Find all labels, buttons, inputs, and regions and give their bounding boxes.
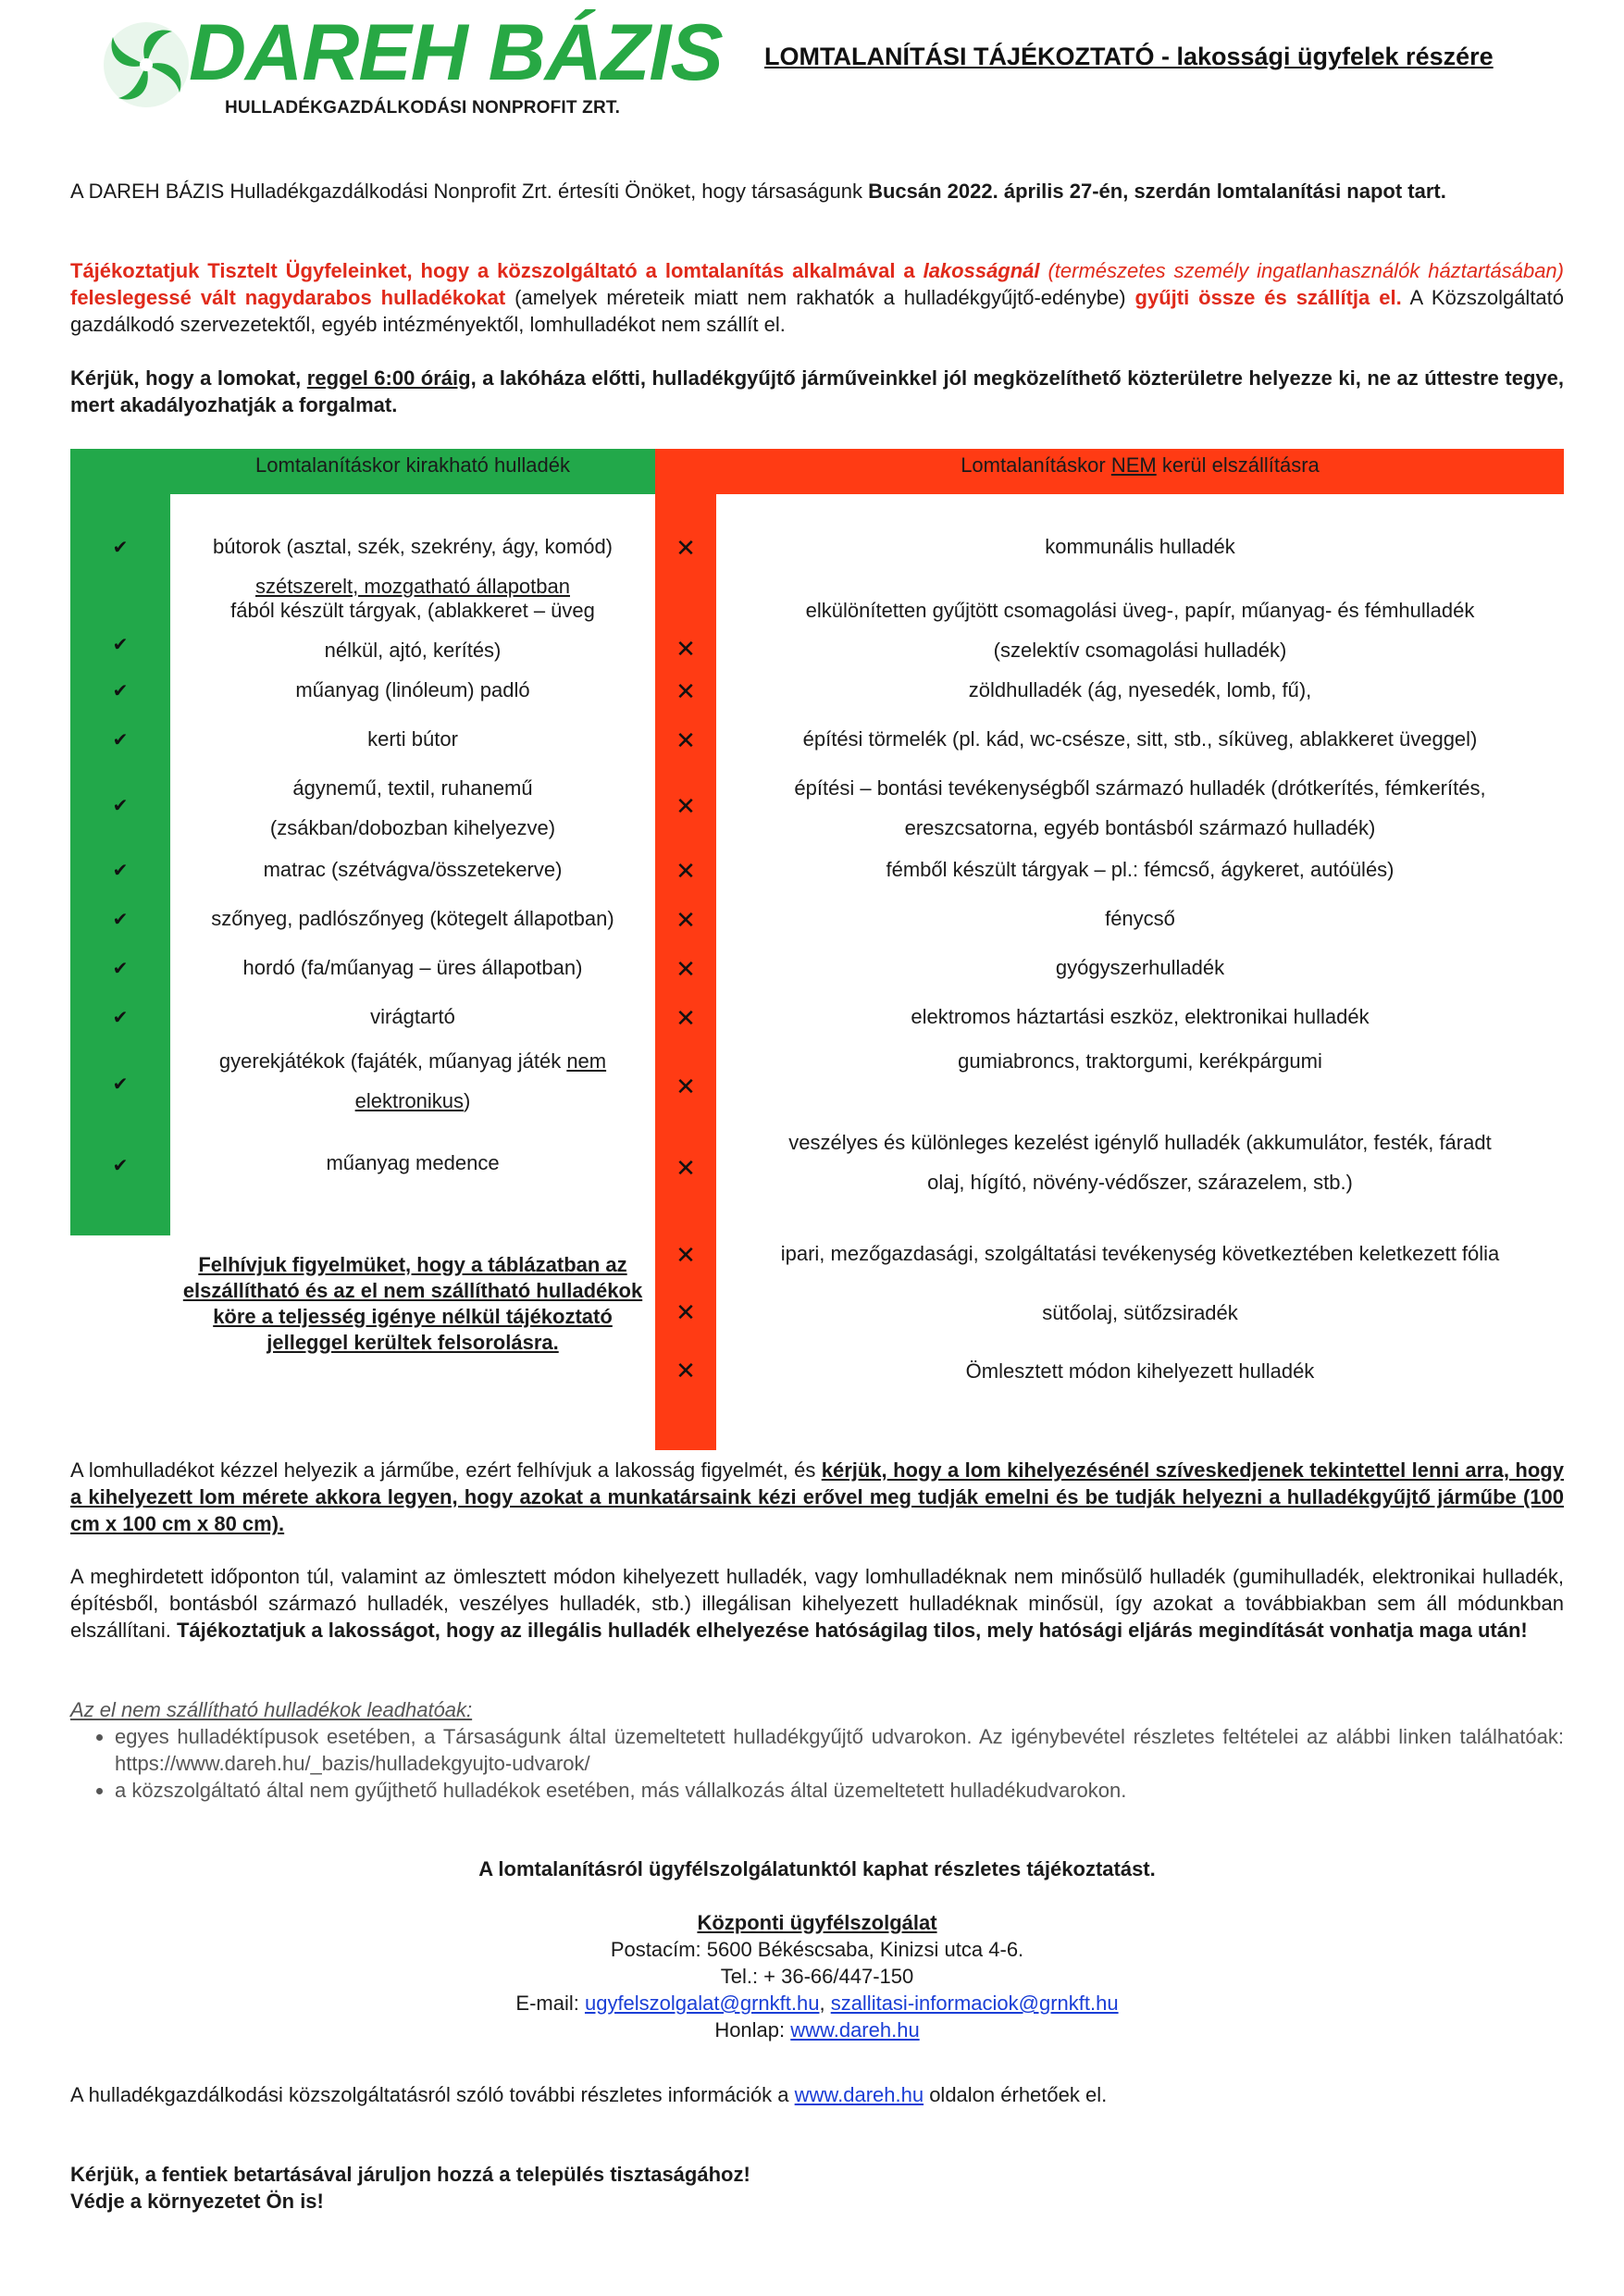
check-icon: ✔ xyxy=(112,1008,129,1028)
body-text-emphasis: hogy a lom kihelyezésénél szíveskedjenek tekintettel lenni arra, hogy a kihelyezett lom mérete akkora legyen, hogy azokat a munkatársaink kézi erővel meg tudják emelni és be tudják helyezni a hulladékgyűjtő járműbe (100 cm x 100 cm x 80 cm). xyxy=(70,1458,1564,1535)
not-allowed-item: zöldhulladék (ág, nyesedék, lomb, fű), xyxy=(968,678,1312,701)
intro-paragraph-3 xyxy=(70,365,1564,418)
cross-icon: ✕ xyxy=(676,857,696,885)
cross-icon: ✕ xyxy=(676,726,696,754)
website-link[interactable]: www.dareh.hu xyxy=(790,2018,920,2042)
table-row xyxy=(70,668,1564,717)
cross-icon: ✕ xyxy=(676,792,696,820)
check-icon: ✔ xyxy=(112,910,129,930)
illegal-waste-paragraph xyxy=(70,1563,1564,1644)
intro-text: (természetes személy ingatlanhasználók háztartásában) xyxy=(1039,259,1564,282)
allowed-item-line: szétszerelt, mozgatható állapotban xyxy=(255,575,570,598)
not-allowed-item: kommunális hulladék xyxy=(1045,535,1235,558)
table-notice: Felhívjuk figyelmüket, hogy a táblázatban az elszállítható és az el nem szállítható hulladékok köre a teljesség igénye nélkül tájékoztató jelleggel kerültek felsorolásra. xyxy=(182,1253,643,1354)
list-item: • a közszolgáltató által nem gyűjthető hulladékok esetében, más vállalkozás által üzemeltetett hulladékudvarokon. xyxy=(115,1777,1564,1804)
email-label: E-mail: xyxy=(515,1992,585,2015)
header-text: kerül elszállításra xyxy=(1156,453,1320,477)
list-item: • egyes hulladéktípusok esetében, a Társaságunk által üzemeltetett hulladékgyűjtő udvarokon. Az igénybevétel részletes feltételei az alábbi linken találhatóak: https://www.dareh.hu/_bazis/hulladekgyujto-udvarok/ xyxy=(115,1723,1564,1777)
email-link-2[interactable]: szallitasi-informaciok@grnkft.hu xyxy=(830,1992,1119,2015)
email-link-1[interactable]: ugyfelszolgalat@grnkft.hu xyxy=(584,1992,820,2015)
cross-icon: ✕ xyxy=(676,1357,696,1384)
header-green-cell xyxy=(70,449,170,494)
check-icon: ✔ xyxy=(112,538,129,558)
cross-icon: ✕ xyxy=(676,1004,696,1032)
check-icon: ✔ xyxy=(112,959,129,979)
header-allowed: Lomtalanításkor kirakható hulladék xyxy=(170,449,655,494)
cross-icon: ✕ xyxy=(676,1073,696,1100)
not-allowed-item-line: ereszcsatorna, egyéb bontásból származó hulladék) xyxy=(904,816,1376,839)
info-text: A hulladékgazdálkodási közszolgáltatásról szóló további részletes információk a xyxy=(70,2083,795,2106)
table-row xyxy=(70,946,1564,995)
allowed-item-line: ágynemű, textil, ruhanemű xyxy=(292,776,533,800)
info-website-link[interactable]: www.dareh.hu xyxy=(794,2083,924,2106)
intro-text: Kérjük, hogy a lomokat, xyxy=(70,366,307,390)
not-allowed-item: Ömlesztett módon kihelyezett hulladék xyxy=(965,1359,1315,1383)
deadline-time: reggel 6:00 óráig, xyxy=(306,366,477,390)
allowed-item: hordó (fa/műanyag – üres állapotban) xyxy=(242,956,583,979)
intro-text: feleslegessé vált nagydarabos hulladékokat xyxy=(70,286,506,309)
not-allowed-item-line: építési – bontási tevékenységből származó hulladék (drótkerítés, fémkerítés, xyxy=(794,776,1486,800)
allowed-item-line: (zsákban/dobozban kihelyezve) xyxy=(269,816,556,839)
allowed-item: műanyag (linóleum) padló xyxy=(295,678,530,701)
header-not-allowed xyxy=(716,449,1564,494)
check-icon: ✔ xyxy=(112,861,129,881)
document-title: LOMTALANÍTÁSI TÁJÉKOZTATÓ - lakossági ügyfelek részére xyxy=(764,43,1494,70)
not-allowed-item: gyógyszerhulladék xyxy=(1055,956,1225,979)
not-allowed-item-line: veszélyes és különleges kezelést igénylő hulladék (akkumulátor, festék, fáradt xyxy=(788,1131,1492,1154)
allowed-item-line: bútorok (asztal, szék, szekrény, ágy, komód) xyxy=(212,535,614,558)
table-row xyxy=(70,848,1564,897)
contact-lead: A lomtalanításról ügyfélszolgálatunktól kaphat részletes tájékoztatást. xyxy=(478,1857,1156,1880)
table-row xyxy=(70,589,1564,668)
intro-text: gyűjti össze és szállítja el. xyxy=(1134,286,1402,309)
contact-block xyxy=(70,1909,1564,2043)
allowed-item xyxy=(170,768,655,848)
intro-paragraph-1 xyxy=(70,178,1564,205)
allowed-item xyxy=(170,590,655,670)
web-label: Honlap: xyxy=(714,2018,791,2042)
closing xyxy=(70,2161,1564,2215)
not-allowed-item xyxy=(716,1123,1564,1202)
cross-icon: ✕ xyxy=(676,635,696,663)
table-row xyxy=(70,1351,1564,1407)
info-text: oldalon érhetőek el. xyxy=(924,2083,1108,2106)
cross-icon: ✕ xyxy=(676,1241,696,1269)
header-text: Lomtalanításkor xyxy=(961,453,1111,477)
postal-address: Postacím: 5600 Békéscsaba, Kinizsi utca 4-6. xyxy=(610,1938,1024,1961)
web-line xyxy=(70,2017,1564,2043)
allowed-item-line: fából készült tárgyak, (ablakkeret – üveg xyxy=(230,599,595,622)
table-row xyxy=(70,995,1564,1044)
handling-paragraph xyxy=(70,1457,1564,1537)
email-separator: , xyxy=(819,1992,831,2015)
table-row xyxy=(70,1121,1564,1235)
cross-icon: ✕ xyxy=(676,906,696,934)
not-allowed-item-line: elkülönítetten gyűjtött csomagolási üveg-, papír, műanyag- és fémhulladék xyxy=(805,599,1475,622)
info-paragraph xyxy=(70,2081,1564,2108)
allowed-item: szőnyeg, padlószőnyeg (kötegelt állapotban) xyxy=(211,907,614,930)
intro-text-emphasis: lakosságnál xyxy=(923,259,1040,282)
header-red-cell xyxy=(655,449,716,494)
intro-text: a lakóháza előtti, hulladékgyűjtő járműveinkkel jól megközelíthető közterületre helyezze ki, ne az úttestre tegye, mert akadályozhatják a forgalmat. xyxy=(70,366,1564,416)
cross-icon: ✕ xyxy=(676,677,696,705)
allowed-item: kerti bútor xyxy=(367,727,458,751)
closing-line-1: Kérjük, a fentiek betartásával járuljon hozzá a település tisztaságához! xyxy=(70,2163,750,2186)
allowed-item-line: nélkül, ajtó, kerítés) xyxy=(324,639,502,662)
allowed-item: virágtartó xyxy=(370,1005,455,1028)
not-allowed-item: ipari, mezőgazdasági, szolgáltatási tevékenység következtében keletkezett fólia xyxy=(780,1242,1500,1265)
not-allowed-item: sütőolaj, sütőzsiradék xyxy=(1042,1301,1238,1324)
cross-icon: ✕ xyxy=(676,534,696,562)
email-line xyxy=(70,1990,1564,2017)
check-icon: ✔ xyxy=(112,796,129,816)
header-text-nem: NEM xyxy=(1110,453,1157,477)
table-row xyxy=(70,766,1564,848)
intro-text: (amelyek méreteik miatt nem rakhatók a hulladékgyűjtő-edénybe) xyxy=(505,286,1135,309)
intro-paragraph-2 xyxy=(70,257,1564,338)
event-date: Bucsán 2022. április 27-én, szerdán lomtalanítási napot tart. xyxy=(868,180,1446,203)
closing-line-2: Védje a környezetet Ön is! xyxy=(70,2190,324,2213)
check-icon: ✔ xyxy=(112,730,129,751)
body-text-emphasis: kérjük, xyxy=(821,1458,887,1482)
body-text-emphasis: Tájékoztatjuk a lakosságot, hogy az illegális hulladék elhelyezése hatóságilag tilos, mely hatósági eljárás megindítását vonhatja maga után! xyxy=(176,1619,1528,1642)
not-allowed-item: fénycső xyxy=(1105,907,1175,930)
swirl-logo-icon xyxy=(100,19,192,111)
phone-number: Tel.: + 36-66/447-150 xyxy=(720,1965,914,1988)
body-text: A lomhulladékot kézzel helyezik a járműbe, ezért felhívjuk a lakosság figyelmét, és xyxy=(70,1458,822,1482)
not-allowed-item: elektromos háztartási eszköz, elektronikai hulladék xyxy=(911,1005,1370,1028)
not-allowed-item xyxy=(716,768,1564,848)
not-allowed-item xyxy=(716,590,1564,670)
allowed-item-emphasis: elektronikus xyxy=(354,1089,465,1112)
not-allowed-item: fémből készült tárgyak – pl.: fémcső, ágykeret, autóülés) xyxy=(886,858,1395,881)
drop-off-title: Az el nem szállítható hulladékok leadhatóak: xyxy=(70,1698,473,1721)
check-icon: ✔ xyxy=(112,1074,129,1095)
not-allowed-item: gumiabroncs, traktorgumi, kerékpárgumi xyxy=(958,1049,1322,1073)
company-logo xyxy=(100,8,748,120)
not-allowed-item-line: olaj, hígító, növény-védőszer, szárazelem, stb.) xyxy=(927,1171,1353,1194)
allowed-item-line: gyerekjátékok (fajáték, műanyag játék xyxy=(218,1049,567,1073)
allowed-item-emphasis: nem xyxy=(566,1049,607,1073)
not-allowed-item: építési törmelék (pl. kád, wc-csésze, sitt, stb., síküveg, ablakkeret üveggel) xyxy=(802,727,1478,751)
cross-icon: ✕ xyxy=(676,1154,696,1182)
table-row xyxy=(70,897,1564,946)
drop-off-list xyxy=(70,1723,1564,1804)
intro-text: Tájékoztatjuk Tisztelt Ügyfeleinket, hogy a közszolgáltató a lomtalanítás alkalmával a xyxy=(70,259,924,282)
not-allowed-item-line: (szelektív csomagolási hulladék) xyxy=(993,639,1287,662)
intro-text: A Közszolgáltató gazdálkodó szervezetektől, egyéb intézményektől, lomhulladékot nem szállít el. xyxy=(70,286,1565,336)
cross-icon: ✕ xyxy=(676,955,696,983)
brand-name: DAREH BÁZIS xyxy=(189,8,723,97)
brand-subtitle: HULLADÉKGAZDÁLKODÁSI NONPROFIT ZRT. xyxy=(225,98,621,118)
check-icon: ✔ xyxy=(112,1156,129,1176)
check-icon: ✔ xyxy=(112,635,129,655)
body-text: A meghirdetett időponton túl, valamint az ömlesztett módon kihelyezett hulladék, vagy lomhulladéknak nem minősülő hulladék (gumihulladék, elektronikai hulladék, építésből, bontásból származó hulladék, veszélyes hulladék, stb.) illegálisan kihelyezett hulladéknak minősül, így azokat a továbbiakban sem áll módunkban elszállítani. xyxy=(70,1565,1564,1642)
office-title: Központi ügyfélszolgálat xyxy=(697,1911,937,1934)
cross-icon: ✕ xyxy=(676,1298,696,1326)
drop-off-section xyxy=(70,1696,1564,1804)
allowed-item xyxy=(170,1041,655,1121)
allowed-item: műanyag medence xyxy=(326,1151,500,1174)
table-row xyxy=(70,1039,1564,1121)
table-row xyxy=(70,717,1564,766)
allowed-item-line: ) xyxy=(464,1089,471,1112)
check-icon: ✔ xyxy=(112,681,129,701)
table-header xyxy=(70,449,1564,494)
intro-text: A DAREH BÁZIS Hulladékgazdálkodási Nonprofit Zrt. értesíti Önöket, hogy társaságunk xyxy=(70,180,869,203)
allowed-item: matrac (szétvágva/összetekerve) xyxy=(263,858,563,881)
